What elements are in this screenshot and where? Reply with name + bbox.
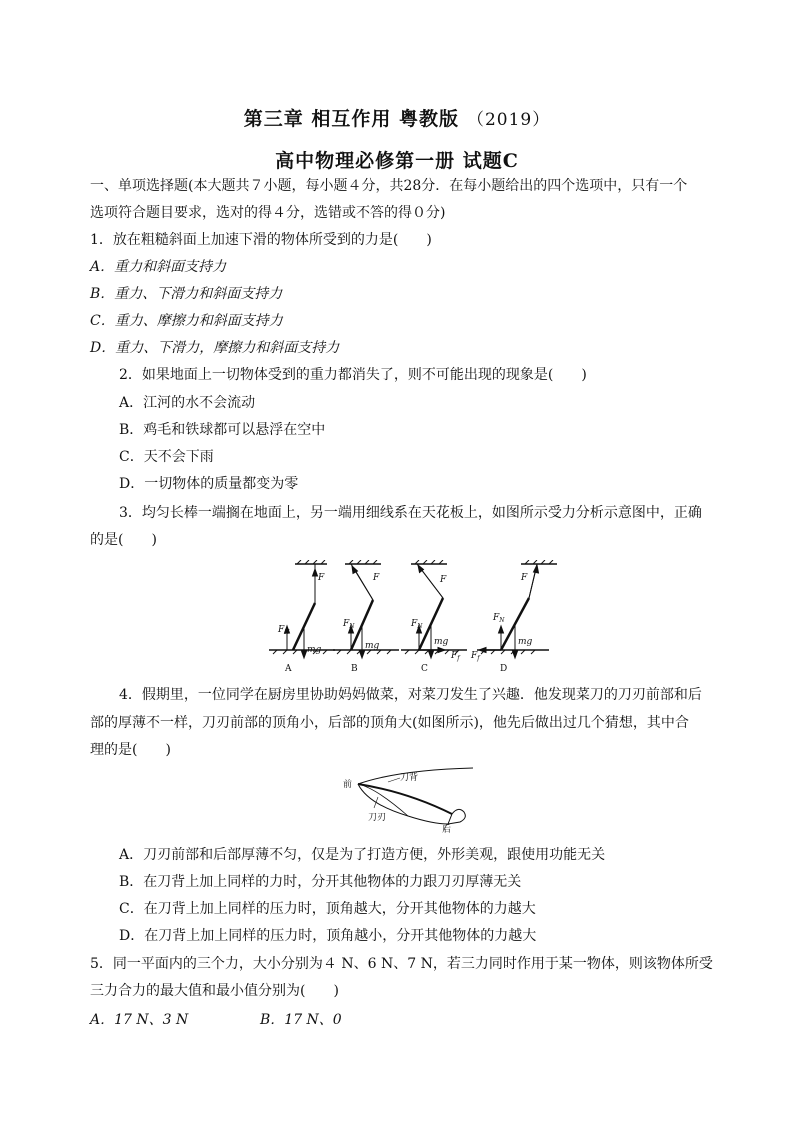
q5-stem-line2: 三力合力的最大值和最小值分别为( )	[90, 983, 339, 999]
q4-stem-line3: 理的是( )	[90, 742, 171, 758]
panel-d-mg-label: mg	[518, 637, 533, 647]
panel-c-ff-label: $F_f$	[451, 651, 460, 662]
q5-stem-line1: 5．同一平面内的三个力，大小分别为４ N、6 N、7 N，若三力同时作用于某一物体，则该物体所受	[90, 956, 713, 972]
section-instruction-line1: 一、单项选择题(本大题共７小题，每小题４分，共28分．在每小题给出的四个选项中，只有一个	[90, 178, 688, 194]
panel-b-label: B	[351, 664, 358, 674]
q4-option-b: B．在刀背上加上同样的力时，分开其他物体的力跟刀刃厚薄无关	[119, 874, 522, 890]
exam-subtitle: 高中物理必修第一册 试题C	[275, 150, 519, 172]
panel-a-f-label: F	[318, 573, 325, 583]
chapter-title-text: 第三章 相互作用 粤教版	[243, 108, 459, 130]
q2-option-d: D．一切物体的质量都变为零	[119, 476, 299, 492]
q1-option-c: C．重力、摩擦力和斜面支持力	[90, 313, 283, 329]
panel-b-fn-label: $F_N$	[343, 619, 355, 630]
panel-c-label: C	[421, 664, 428, 674]
q5-option-b: B．17 N、0	[260, 1012, 342, 1028]
q4-stem-line2: 部的厚薄不一样，刀刃前部的顶角小，后部的顶角大(如图所示)，他先后做出过几个猜想，其中合	[90, 715, 689, 731]
panel-d-fn-label: $F_N$	[493, 613, 505, 624]
section-instruction-line2: 选项符合题目要求，选对的得４分，选错或不答的得０分)	[90, 205, 446, 221]
q2-option-a: A．江河的水不会流动	[119, 395, 256, 411]
q1-option-d: D．重力、下滑力，摩擦力和斜面支持力	[90, 340, 340, 356]
q5-option-a: A．17 N、3 N	[90, 1012, 189, 1028]
knife-edge-label: 刀刃	[368, 813, 387, 823]
panel-b-f-label: F	[373, 573, 380, 583]
q1-stem: 1．放在粗糙斜面上加速下滑的物体所受到的力是( )	[90, 232, 432, 248]
q3-stem-line2: 的是( )	[90, 532, 157, 548]
q2-stem: 2．如果地面上一切物体受到的重力都消失了，则不可能出现的现象是( )	[119, 367, 587, 383]
knife-back-label: 后	[442, 825, 452, 835]
q4-option-c: C．在刀背上加上同样的压力时，顶角越大，分开其他物体的力越大	[119, 901, 536, 917]
q4-option-d: D．在刀背上加上同样的压力时，顶角越小，分开其他物体的力越大	[119, 928, 537, 944]
edition-year: （2019）	[466, 110, 551, 130]
panel-c-f-label: F	[440, 575, 447, 585]
panel-d-ff-label: $F_f$	[471, 651, 480, 662]
panel-a-label: A	[285, 664, 292, 674]
chapter-title	[0, 104, 794, 131]
panel-a-fn-label: $F_N$	[278, 625, 290, 636]
q2-option-c: C．天不会下雨	[119, 449, 214, 465]
q1-option-b: B．重力、下滑力和斜面支持力	[90, 286, 283, 302]
panel-c-fn-label: $F_N$	[411, 619, 423, 630]
q4-knife-diagram	[338, 764, 478, 836]
panel-d-f-label: F	[521, 573, 528, 583]
panel-d	[477, 560, 557, 658]
knife-spine-label: 刀背	[400, 773, 419, 783]
panel-c-mg-label: mg	[434, 637, 449, 647]
panel-a	[269, 560, 335, 658]
panel-d-label: D	[500, 664, 508, 674]
q4-option-a: A．刀刃前部和后部厚薄不匀，仅是为了打造方便，外形美观，跟使用功能无关	[119, 847, 606, 863]
q1-option-a: A．重力和斜面支持力	[90, 259, 227, 275]
q3-stem-line1: 3．均匀长棒一端搁在地面上，另一端用细线系在天花板上，如图所示受力分析示意图中，正确	[119, 505, 702, 521]
panel-a-mg-label: mg	[307, 645, 322, 655]
panel-b-mg-label: mg	[365, 641, 380, 651]
q3-force-diagram	[265, 560, 565, 678]
knife-front-label: 前	[343, 780, 353, 790]
q4-stem-line1: 4．假期里，一位同学在厨房里协助妈妈做菜，对菜刀发生了兴趣．他发现菜刀的刀刃前部和后	[119, 687, 702, 703]
q2-option-b: B．鸡毛和铁球都可以悬浮在空中	[119, 422, 326, 438]
